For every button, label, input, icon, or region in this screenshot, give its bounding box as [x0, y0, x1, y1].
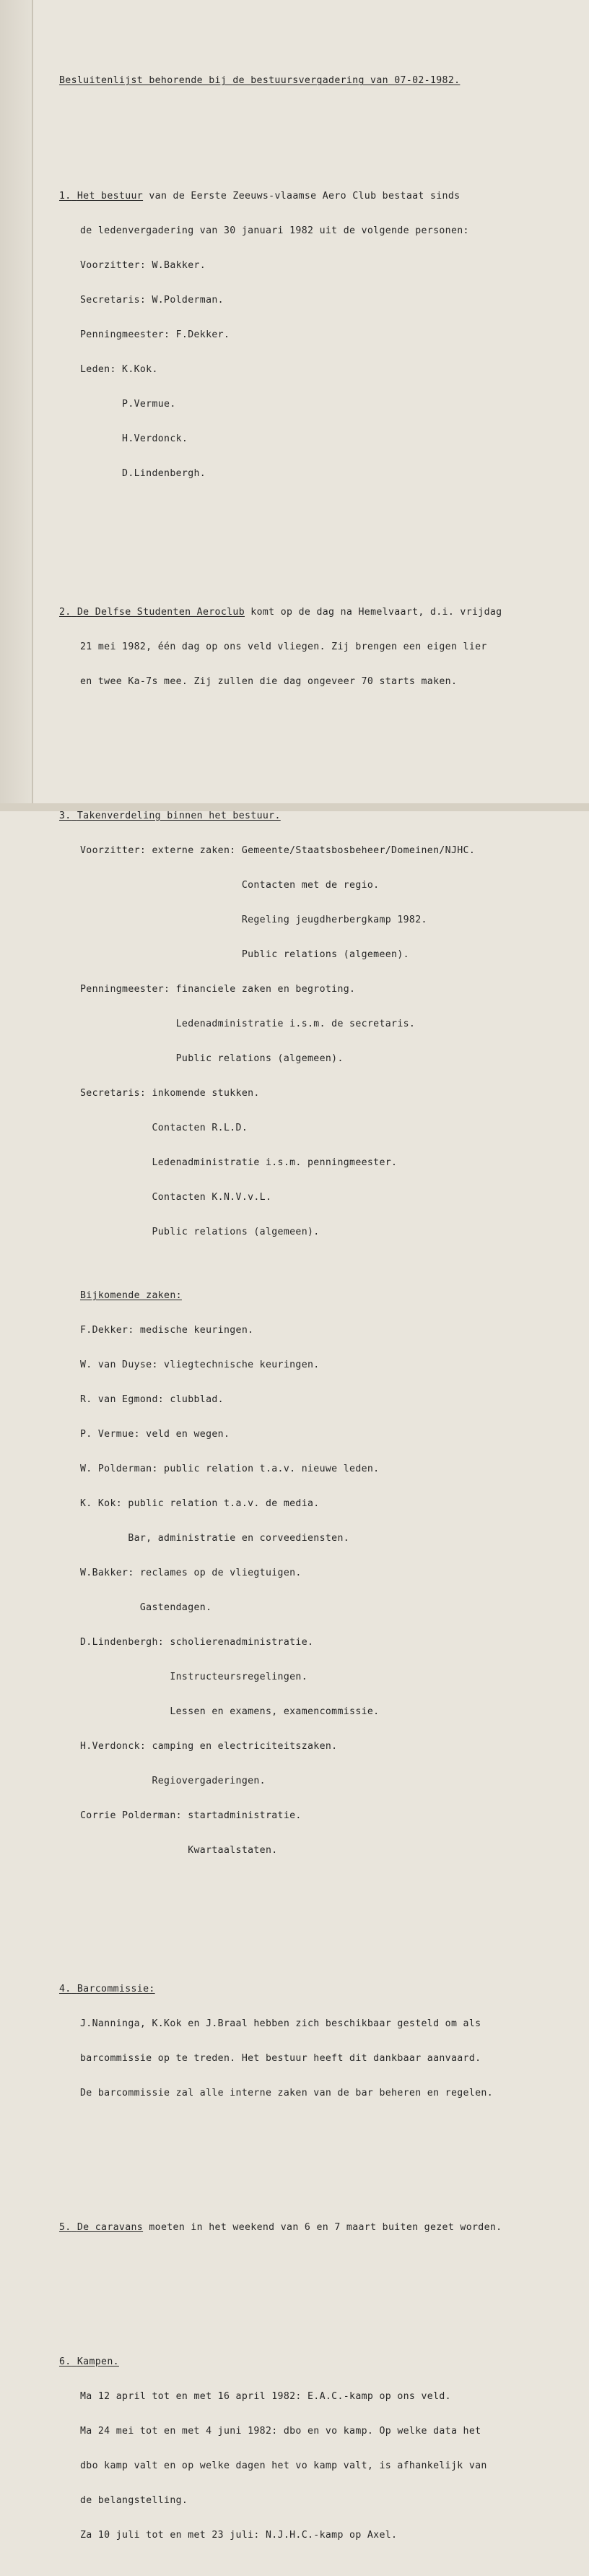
section-1-title-text: Het bestuur [77, 191, 144, 202]
section-1-line-9: D.Lindenbergh. [80, 468, 206, 479]
section-5-heading [59, 2222, 579, 2234]
section-1-line-5: Penningmeester: F.Dekker. [80, 329, 230, 340]
section-3-title-text: Takenverdeling binnen het bestuur. [77, 811, 281, 821]
section-3-line: Contacten K.N.V.v.L. [80, 1192, 272, 1203]
section-4 [59, 1961, 579, 2122]
section-6-line-3: dbo kamp valt en op welke dagen het vo kamp valt, is afhankelijk van [80, 2460, 487, 2471]
document-title: Besluitenlijst behorende bij de bestuursvergadering van 07-02-1982. [59, 75, 461, 86]
section-3-line: Ledenadministratie i.s.m. penningmeester. [80, 1157, 398, 1168]
page-shadow [0, 0, 32, 811]
section-3-line: Secretaris: inkomende stukken. [80, 1088, 260, 1099]
bijkomende-line: Regiovergaderingen. [80, 1776, 266, 1786]
section-4-title [71, 1984, 155, 1994]
section-6-line-5: Za 10 juli tot en met 23 juli: N.J.H.C.-kamp op Axel. [80, 2530, 398, 2541]
section-4-line-1: J.Nanninga, K.Kok en J.Braal hebben zich beschikbaar gesteld om als [80, 2018, 481, 2029]
section-5-title-text: De caravans [77, 2222, 144, 2233]
section-4-line-3: De barcommissie zal alle interne zaken van de bar beheren en regelen. [80, 2088, 493, 2099]
section-1-line-1-rest: van de Eerste Zeeuws-vlaamse Aero Club bestaat sinds [143, 191, 461, 202]
section-number: 1. [59, 191, 71, 202]
section-6-title [71, 2356, 119, 2367]
section-number: 5. [59, 2222, 71, 2233]
section-5 [59, 2199, 579, 2257]
section-4-title-text: Barcommissie: [77, 1984, 155, 1994]
bijkomende-line: W.Bakker: reclames op de vliegtuigen. [80, 1568, 302, 1578]
section-2-line-3: en twee Ka-7s mee. Zij zullen die dag ongeveer 70 starts maken. [80, 676, 458, 687]
section-6-line-1: Ma 12 april tot en met 16 april 1982: E.A.C.-kamp op ons veld. [80, 2391, 451, 2402]
bijkomende-line: K. Kok: public relation t.a.v. de media. [80, 1498, 320, 1509]
section-2-heading [59, 607, 579, 618]
section-2-title-text: De Delfse Studenten Aeroclub [77, 607, 245, 618]
section-2-line-1-rest: komt op de dag na Hemelvaart, d.i. vrijdag [245, 607, 502, 618]
section-3-line: Contacten met de regio. [80, 880, 380, 891]
section-3-line: Penningmeester: financiele zaken en begroting. [80, 984, 356, 995]
section-3-line: Contacten R.L.D. [80, 1123, 248, 1133]
section-6 [59, 2333, 579, 2564]
section-1-line-3: Voorzitter: W.Bakker. [80, 260, 206, 271]
section-1-title [71, 191, 143, 202]
section-3-line: Ledenadministratie i.s.m. de secretaris. [80, 1019, 416, 1029]
bijkomende-line: F.Dekker: medische keuringen. [80, 1325, 254, 1336]
section-6-heading [59, 2356, 579, 2368]
bijkomende-line: Bar, administratie en corveediensten. [80, 1533, 350, 1544]
bijkomende-line: Instructeursregelingen. [80, 1672, 308, 1682]
section-3-heading [59, 811, 579, 822]
bijkomende-line: Corrie Polderman: startadministratie. [80, 1810, 302, 1821]
bijkomende-line: Kwartaalstaten. [80, 1845, 278, 1856]
section-number: 2. [59, 607, 71, 618]
section-1-heading [59, 191, 579, 202]
section-3-line: Public relations (algemeen). [80, 949, 409, 960]
bijkomende-line: H.Verdonck: camping en electriciteitszaken. [80, 1741, 338, 1752]
section-6-line-4: de belangstelling. [80, 2495, 188, 2506]
section-number: 6. [59, 2356, 71, 2367]
bijkomende-line: Lessen en examens, examencommissie. [80, 1706, 380, 1717]
section-2-line-2: 21 mei 1982, één dag op ons veld vliegen. Zij brengen een eigen lier [80, 641, 487, 652]
bijkomende-line: P. Vermue: veld en wegen. [80, 1429, 230, 1440]
section-1 [59, 168, 579, 503]
section-3-line: Voorzitter: externe zaken: Gemeente/Staatsbosbeheer/Domeinen/NJHC. [80, 845, 476, 856]
section-5-rest: moeten in het weekend van 6 en 7 maart buiten gezet worden. [143, 2222, 502, 2233]
section-1-line-8: H.Verdonck. [80, 433, 188, 444]
bijkomende-line: W. van Duyse: vliegtechnische keuringen. [80, 1360, 320, 1370]
bijkomende-line: W. Polderman: public relation t.a.v. nieuwe leden. [80, 1464, 380, 1474]
bijkomende-zaken-title: Bijkomende zaken: [80, 1290, 182, 1301]
bijkomende-zaken-heading [59, 1290, 579, 1302]
section-5-title [71, 2222, 143, 2233]
section-number: 3. [59, 811, 71, 821]
section-1-line-2: de ledenvergadering van 30 januari 1982 uit de volgende personen: [80, 225, 469, 236]
section-6-title-text: Kampen. [77, 2356, 119, 2367]
section-1-line-4: Secretaris: W.Polderman. [80, 295, 224, 306]
section-3-line: Public relations (algemeen). [80, 1053, 344, 1064]
document-body [59, 52, 579, 2576]
section-3-line: Public relations (algemeen). [80, 1227, 320, 1237]
section-3-title [71, 811, 281, 821]
page-edge [32, 0, 33, 811]
section-2-title [71, 607, 245, 618]
section-number: 4. [59, 1984, 71, 1994]
section-1-line-7: P.Vermue. [80, 399, 176, 410]
section-6-line-2: Ma 24 mei tot en met 4 juni 1982: dbo en vo kamp. Op welke data het [80, 2426, 481, 2437]
section-4-heading [59, 1984, 579, 1995]
bijkomende-line: D.Lindenbergh: scholierenadministratie. [80, 1637, 314, 1648]
bijkomende-line: Gastendagen. [80, 1602, 212, 1613]
section-2 [59, 584, 579, 711]
section-3-line: Regeling jeugdherbergkamp 1982. [80, 915, 427, 925]
section-3 [59, 787, 579, 1880]
section-4-line-2: barcommissie op te treden. Het bestuur heeft dit dankbaar aanvaard. [80, 2053, 481, 2064]
section-1-line-6: Leden: K.Kok. [80, 364, 158, 375]
bijkomende-line: R. van Egmond: clubblad. [80, 1394, 224, 1405]
